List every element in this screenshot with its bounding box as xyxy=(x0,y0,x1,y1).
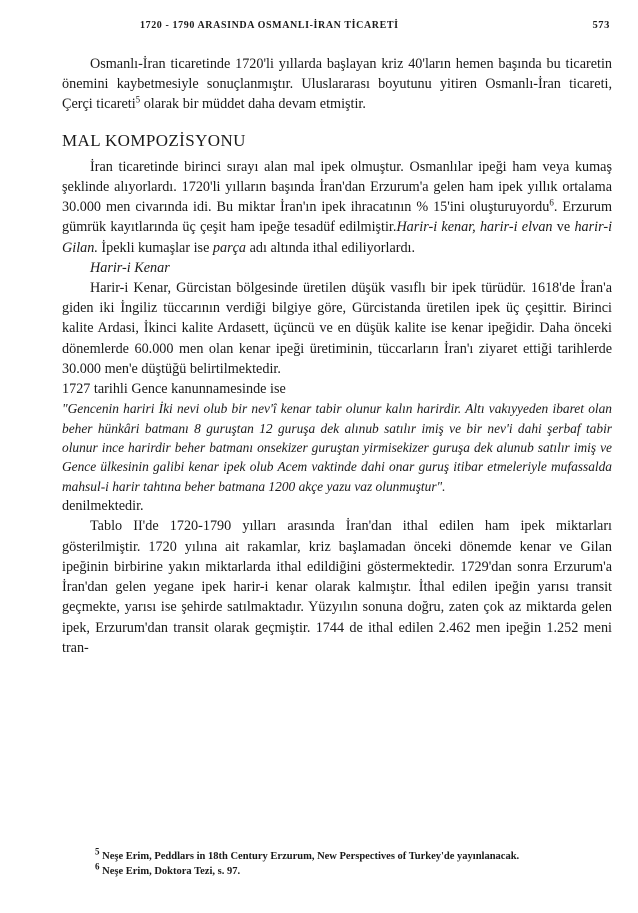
after-quote-text: denilmektedir. xyxy=(62,498,144,515)
footnote-number: 5 xyxy=(95,846,100,857)
footnote-text: Neşe Erim, Doktora Tezi, s. 97. xyxy=(102,866,241,877)
subheading: Harir-i Kenar xyxy=(90,259,170,276)
footnote-ref: 6 xyxy=(549,197,554,208)
section-title: MAL KOMPOZİSYONU xyxy=(62,130,246,150)
footnote-item xyxy=(95,861,615,879)
paragraph-text: Osmanlı-İran ticaretinde 1720'li yıllarda başlayan kriz 40'ların hemen başında bu ticaretin önemini kaybetmesiyle sonuçlanmıştır. Uluslararası boyutunu yitiren Osmanlı-İran ticareti, Çerçi ticareti xyxy=(62,56,612,113)
paragraph-text: . Erzurum gümrük kayıtlarında üç çeşit ham ipeğe tesadüf edilmiştir. xyxy=(62,199,612,236)
paragraph-text: İran ticaretinde birinci sırayı alan mal ipek olmuştur. Osmanlılar ipeği ham veya kumaş şeklinde alıyorlardı. 1720'li yılların başında İran'dan Erzurum'a gelen ham ipek yıllık ortalama 30.000 men civarında idi. Bu miktar İran'ın ipek ihracatının % 15'ini oluşturuyordu xyxy=(62,158,612,216)
page-number: 573 xyxy=(592,20,610,31)
italic-term: parça xyxy=(212,239,247,256)
paragraph-text: ve xyxy=(552,219,575,236)
paragraph-harir-kenar: Harir-i Kenar, Gürcistan bölgesinde üretilen düşük vasıflı bir ipek türüdür. 1618'de İran'a giden iki İngiliz tüccarının verdiği bilgiye göre, Gürcistanda üretilen ipek üç çeşittir. Birinci kalite Ardasi, İkinci kalite Ardasett, üçüncü ve en düşük kalite ise kenar ipeğidir. Daha önceki dönemlerde 60.000 men olan kenar ipeği üretiminin, tüccarların İran'ı ziyaret ettiği tarihlerde 30.000 men'e düştüğü belirtilmektedir. xyxy=(62,280,612,377)
italic-term: Harir-i kenar, harir-i elvan xyxy=(396,219,553,236)
footnote-item xyxy=(95,846,615,864)
page-body xyxy=(62,54,612,658)
running-header xyxy=(0,20,638,36)
footnote-ref: 5 xyxy=(135,94,141,105)
paragraph-text: adı altında ithal ediliyorlardı. xyxy=(246,239,416,256)
block-quote: "Gencenin hariri İki nevi olub bir nev'î kenar tabir olunur kalın harirdir. Altı vakıyyeden ibaret olan beher hünkâri batmanı 8 guruştan 12 guruşa dek alınub satılır imiş ve bir nev'i dahi şerbaf tabir olunur ince harirdir beher batmanı onsekizer guruştan yirmisekizer guruşa dek alunub satılır imiş ve Gence ülkesinin galibi kenar ipek olub Acem vaktinde dahi onar guruş itibar etmeleriyle mufassalda mahsul-i harir tahtına beher batmana 1200 akçe yazu vaz olunmuştur". xyxy=(62,401,612,494)
paragraph-intro xyxy=(62,54,612,115)
footnotes xyxy=(95,846,615,879)
footnote-text: Neşe Erim, Peddlars in 18th Century Erzurum, New Perspectives of Turkey'de yayınlanacak. xyxy=(102,851,520,862)
paragraph-composition xyxy=(62,157,612,258)
italic-term: harir-i Gilan. xyxy=(62,219,613,256)
paragraph-text: İpekli kumaşlar ise xyxy=(97,239,213,256)
quote-intro: 1727 tarihli Gence kanunnamesinde ise xyxy=(62,381,286,398)
footnote-number: 6 xyxy=(95,861,100,872)
running-title: 1720 - 1790 ARASINDA OSMANLI-İRAN TİCARETİ xyxy=(140,20,399,31)
paragraph-table-ref: Tablo II'de 1720-1790 yılları arasında İran'dan ithal edilen ham ipek miktarları gösterilmiştir. 1720 yılına ait rakamlar, kriz başlamadan önceki dönemde kenar ve Gilan ipeğinin birbirine yakın miktarlarda ithal edildiğini göstermektedir. 1729'dan sonra Erzurum'a İran'dan gelen yegane ipek harir-i kenar olarak kalmıştır. İthal edilen ipeğin yarısı transit geçmekte, yarısı ise şehirde satılmaktadır. Yüzyılın sonuna doğru, zaten çok az miktarda gelen ipek, Erzurum'dan transit olarak geçmiştir. 1744 de ithal edilen 2.462 men ipeğin 1.252 meni tran- xyxy=(62,518,612,656)
paragraph-text: olarak bir müddet daha devam etmiştir. xyxy=(140,96,366,113)
